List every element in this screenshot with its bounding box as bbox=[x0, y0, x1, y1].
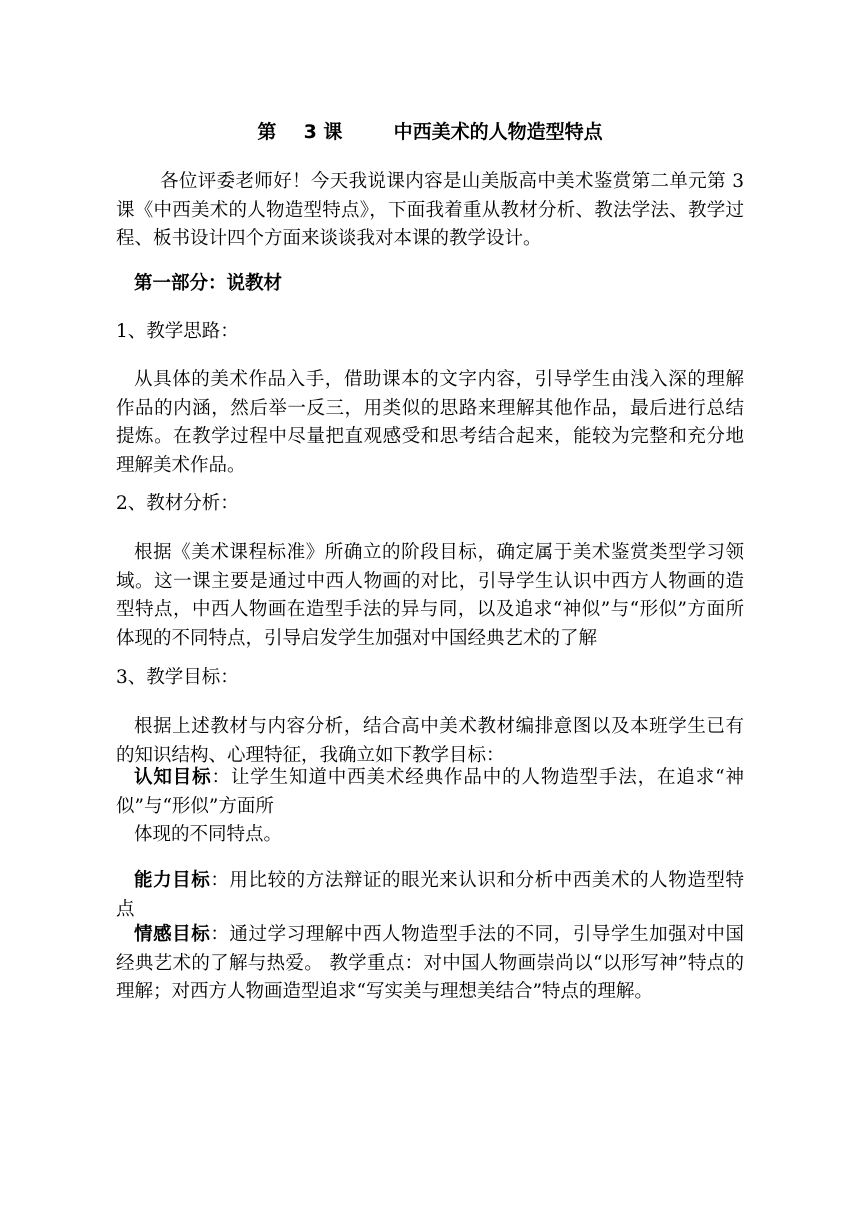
goal-cognitive-continued: 体现的不同特点。 bbox=[134, 824, 283, 845]
item2-body: 根据《美术课程标准》所确立的阶段目标，确定属于美术鉴赏类型学习领域。这一课主要是通过中西人物画的对比，引导学生认识中西方人物画的造型特点，中西人物画在造型手法的异与同，以及追求“神似”与“形似”方面所体现的不同特点，引导启发学生加强对中国经典艺术的了解 bbox=[116, 542, 744, 649]
goal-ability bbox=[116, 867, 744, 924]
intro-paragraph: 各位评委老师好！今天我说课内容是山美版高中美术鉴赏第二单元第 3 课《中西美术的人物造型特点》，下面我着重从教材分析、教法学法、教学过程、板书设计四个方面来谈谈我对本课的教学设计。 bbox=[116, 171, 744, 249]
goal-emotion-text: ：通过学习理解中西人物造型手法的不同，引导学生加强对中国经典艺术的了解与热爱。 教学重点：对中国人物画崇尚以“以形写神”特点的理解；对西方人物画造型追求“写实美与理想美结合”特点的理解。 bbox=[116, 924, 744, 1002]
item3-body: 根据上述教材与内容分析，结合高中美术教材编排意图以及本班学生已有的知识结构、心理特征，我确立如下教学目标： bbox=[116, 716, 744, 766]
item1-body: 从具体的美术作品入手，借助课本的文字内容，引导学生由浅入深的理解作品的内涵，然后举一反三，用类似的思路来理解其他作品，最后进行总结提炼。在教学过程中尽量把直观感受和思考结合起来，能较为完整和充分地理解美术作品。 bbox=[116, 369, 744, 476]
page-title bbox=[0, 118, 860, 146]
goal-cognitive-text: ：让学生知道中西美术经典作品中的人物造型手法，在追求“神似”与“形似”方面所 bbox=[116, 767, 744, 817]
goal-emotion-label: 情感目标 bbox=[134, 924, 211, 945]
goal-ability-text: ：用比较的方法辩证的眼光来认识和分析中西美术的人物造型特点 bbox=[116, 870, 744, 920]
title-lesson-name: 中西美术的人物造型特点 bbox=[393, 121, 603, 143]
item1-heading: 1、教学思路： bbox=[116, 321, 239, 342]
title-lesson-number: 3 课 bbox=[303, 121, 343, 143]
item2-heading: 2、教材分析： bbox=[116, 493, 239, 514]
goal-emotion bbox=[116, 921, 744, 1007]
section1-heading: 第一部分：说教材 bbox=[134, 273, 283, 294]
item3-heading: 3、教学目标： bbox=[116, 667, 239, 688]
goal-cognitive bbox=[116, 764, 744, 821]
goal-cognitive-label: 认知目标 bbox=[134, 767, 212, 788]
title-prefix: 第 bbox=[257, 121, 277, 143]
goal-ability-label: 能力目标 bbox=[134, 870, 211, 891]
